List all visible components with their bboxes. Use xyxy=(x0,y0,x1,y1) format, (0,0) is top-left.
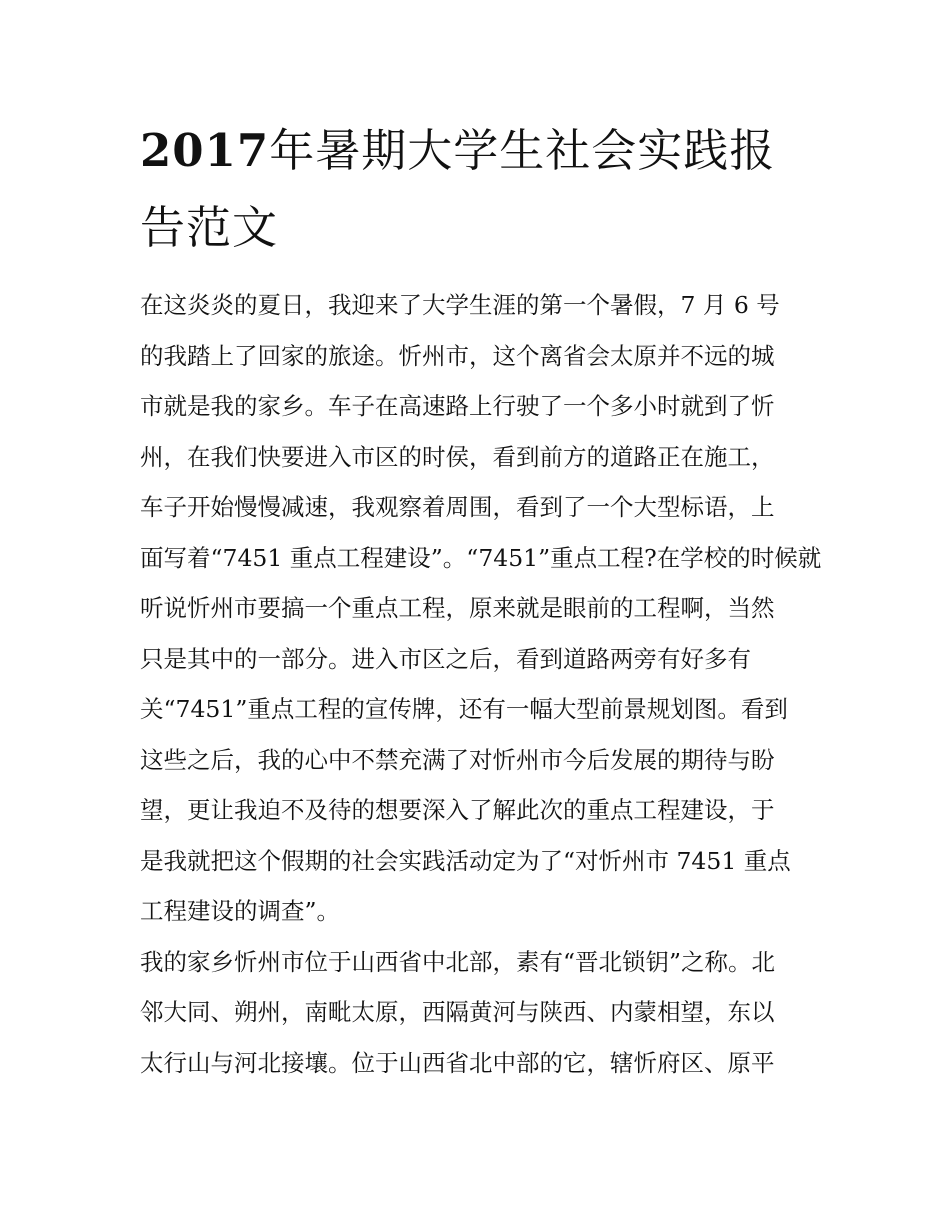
paragraph-line: 邻大同、朔州，南毗太原，西隔黄河与陕西、内蒙相望，东以 xyxy=(140,998,775,1026)
paragraph-line: 望，更让我迫不及待的想要深入了解此次的重点工程建设，于 xyxy=(140,796,775,824)
document-body xyxy=(140,280,820,1088)
paragraph-2 xyxy=(140,937,820,1089)
paragraph-line: 的我踏上了回家的旅途。忻州市，这个离省会太原并不远的城 xyxy=(140,341,775,370)
paragraph-line: 听说忻州市要搞一个重点工程，原来就是眼前的工程啊，当然 xyxy=(140,594,775,622)
paragraph-1 xyxy=(140,280,820,937)
paragraph-line: 只是其中的一部分。进入市区之后，看到道路两旁有好多有 xyxy=(140,644,751,673)
title-line1-text: 年暑期大学生社会实践报 xyxy=(269,124,776,177)
paragraph-line: 这些之后，我的心中不禁充满了对忻州市今后发展的期待与盼 xyxy=(140,745,775,774)
paragraph-line: 车子开始慢慢减速，我观察着周围，看到了一个大型标语，上 xyxy=(140,493,775,521)
paragraph-line: 面写着“7451 重点工程建设”。“7451”重点工程?在学校的时候就 xyxy=(140,543,822,572)
title-year: 2017 xyxy=(140,124,270,177)
paragraph-line: 在这炎炎的夏日，我迎来了大学生涯的第一个暑假，7 月 6 号 xyxy=(140,291,780,319)
paragraph-line: 市就是我的家乡。车子在高速路上行驶了一个多小时就到了忻 xyxy=(140,392,775,420)
paragraph-line: 是我就把这个假期的社会实践活动定为了“对忻州市 7451 重点 xyxy=(140,846,791,875)
paragraph-line: 关“7451”重点工程的宣传牌，还有一幅大型前景规划图。看到 xyxy=(140,695,788,723)
paragraph-line: 州，在我们快要进入市区的时侯，看到前方的道路正在施工， xyxy=(140,442,775,471)
document-title xyxy=(140,112,820,266)
paragraph-line: 我的家乡忻州市位于山西省中北部，素有“晋北锁钥”之称。北 xyxy=(140,947,776,976)
title-line2-text: 告范文 xyxy=(140,201,279,254)
paragraph-line: 工程建设的调查”。 xyxy=(140,897,341,925)
paragraph-line: 太行山与河北接壤。位于山西省北中部的它，辖忻府区、原平 xyxy=(140,1048,775,1077)
